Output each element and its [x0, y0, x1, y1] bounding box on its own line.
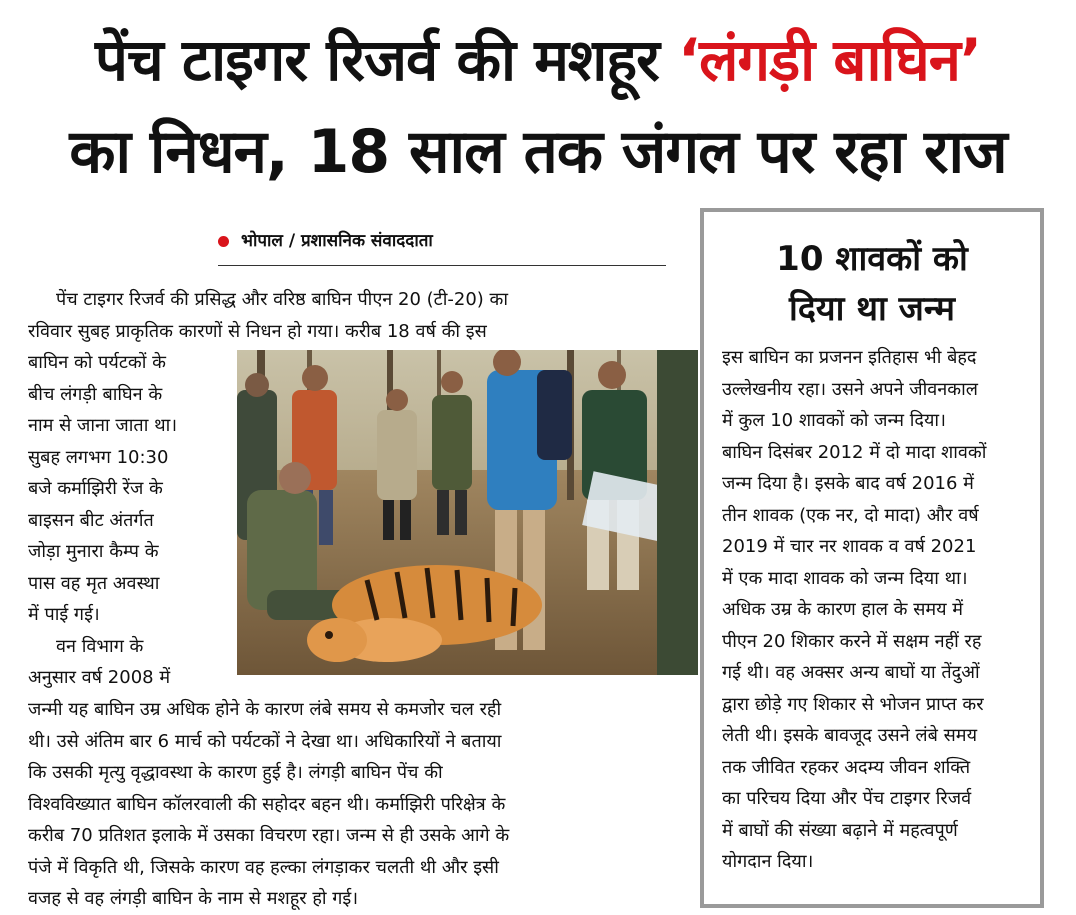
sidebar-line: अधिक उम्र के कारण हाल के समय में [722, 599, 964, 620]
sidebar-line: लेती थी। इसके बावजूद उसने लंबे समय [722, 725, 978, 746]
byline-divider [218, 265, 666, 266]
article-line: सुबह लगभग 10:30 [28, 446, 169, 468]
article-line: वन विभाग के [56, 635, 144, 657]
sidebar-line: द्वारा छोड़े गए शिकार से भोजन प्राप्त कर [722, 693, 984, 715]
article-line: थी। उसे अंतिम बार 6 मार्च को पर्यटकों ने देखा था। अधिकारियों ने बताया [28, 730, 502, 752]
article-lead [28, 284, 668, 347]
sidebar-line: इस बाघिन का प्रजनन इतिहास भी बेहद [722, 347, 977, 368]
sidebar-line: में कुल 10 शावकों को जन्म दिया। [722, 410, 946, 431]
sidebar-line: में बाघों की संख्या बढ़ाने में महत्वपूर्ण [722, 819, 958, 841]
article-line: वजह से वह लंगड़ी बाघिन के नाम से मशहूर हो गई। [28, 888, 359, 909]
sidebar-line: का परिचय दिया और पेंच टाइगर रिजर्व [722, 788, 972, 809]
article-line: नाम से जाना जाता था। [28, 415, 178, 436]
article-line: बजे कर्माझिरी रेंज के [28, 478, 163, 499]
article-line: बाइसन बीट अंतर्गत [28, 509, 154, 531]
sidebar-line: बाघिन दिसंबर 2012 में दो मादा शावकों [722, 441, 987, 463]
article-line: विश्वविख्यात बाघिन कॉलरवाली की सहोदर बहन थी। कर्माझिरी परिक्षेत्र के [28, 793, 506, 815]
article-line: में पाई गई। [28, 604, 100, 625]
article-line: बाघिन को पर्यटकों के [28, 352, 166, 373]
sidebar-body [722, 342, 1022, 878]
article-line: पेंच टाइगर रिजर्व की प्रसिद्ध और वरिष्ठ बाघिन पीएन 20 (टी-20) का [56, 289, 509, 310]
byline-text: भोपाल / प्रशासनिक संवाददाता [241, 231, 433, 251]
article-tail [28, 694, 668, 915]
headline-highlight: ‘लंगड़ी बाघिन’ [678, 26, 981, 94]
headline-line-2: का निधन, 18 साल तक जंगल पर रहा राज [69, 117, 1007, 187]
sidebar-box [700, 208, 1044, 908]
byline [218, 230, 433, 252]
article-line: जोड़ा मुनारा कैम्प के [28, 541, 159, 562]
forest-scene-image [237, 350, 698, 675]
article-line: पास वह मृत अवस्था [28, 572, 160, 594]
sidebar-line: जन्म दिया है। इसके बाद वर्ष 2016 में [722, 473, 974, 494]
headline-text: पेंच टाइगर रिजर्व की मशहूर [94, 26, 679, 94]
sidebar-line: योगदान दिया। [722, 851, 814, 872]
article-line: करीब 70 प्रतिशत इलाके में उसका विचरण रहा। जन्म से ही उसके आगे के [28, 825, 510, 846]
article-line: रविवार सुबह प्राकृतिक कारणों से निधन हो गया। करीब 18 वर्ष की इस [28, 320, 487, 342]
sidebar-title-line: दिया था जन्म [789, 289, 955, 329]
article-line: कि उसकी मृत्यु वृद्धावस्था के कारण हुई है। लंगड़ी बाघिन पेंच की [28, 762, 443, 783]
article-line: बीच लंगड़ी बाघिन के [28, 383, 163, 405]
sidebar-line: तक जीवित रहकर अदम्य जीवन शक्ति [722, 756, 971, 778]
article-narrow-column [28, 347, 218, 694]
article-line: पंजे में विकृति थी, जिसके कारण वह हल्का लंगड़ाकर चलती थी और इसी [28, 856, 499, 878]
sidebar-line: तीन शावक (एक नर, दो मादा) और वर्ष [722, 504, 979, 526]
sidebar-line: 2019 में चार नर शावक व वर्ष 2021 [722, 536, 977, 557]
headline-line-1 [0, 20, 1076, 100]
sidebar-line: में एक मादा शावक को जन्म दिया था। [722, 567, 968, 589]
article-line: अनुसार वर्ष 2008 में [28, 667, 171, 688]
sidebar-line: गई थी। वह अक्सर अन्य बाघों या तेंदुओं [722, 662, 980, 683]
sidebar-title [704, 234, 1040, 334]
article-line: जन्मी यह बाघिन उम्र अधिक होने के कारण लंबे समय से कमजोर चल रही [28, 699, 502, 720]
sidebar-line: पीएन 20 शिकार करने में सक्षम नहीं रह [722, 630, 982, 652]
sidebar-line: उल्लेखनीय रहा। उसने अपने जीवनकाल [722, 378, 978, 400]
article-photo [237, 350, 698, 675]
bullet-dot-icon [218, 236, 229, 247]
sidebar-title-line: 10 शावकों को [776, 239, 968, 279]
